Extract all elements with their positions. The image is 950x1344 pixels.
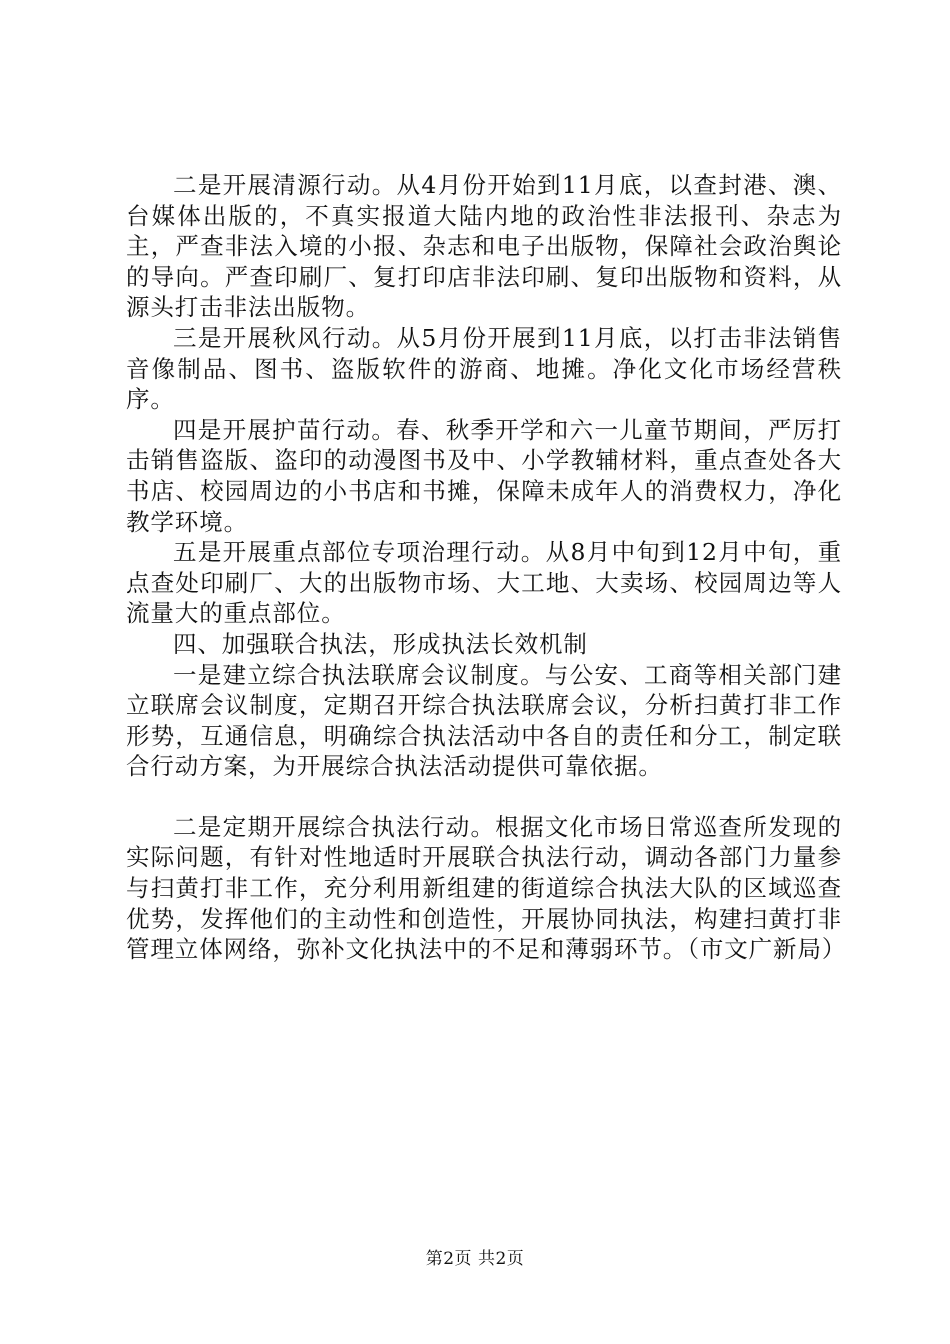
paragraph-periodic-joint-enforcement: 二是定期开展综合执法行动。根据文化市场日常巡查所发现的实际问题，有针对性地适时开展联合执法行动，调动各部门力量参与扫黄打非工作，充分利用新组建的街道综合执法大队的区域巡查优势，发挥他们的主动性和创造性，开展协同执法，构建扫黄打非管理立体网络，弥补文化执法中的不足和薄弱环节。（市文广新局）	[126, 812, 847, 964]
paragraph-qingyuan-action: 二是开展清源行动。从4月份开始到11月底，以查封港、澳、台媒体出版的，不真实报道大陆内地的政治性非法报刊、杂志为主，严查非法入境的小报、杂志和电子出版物，保障社会政治舆论的导向。严查印刷厂、复打印店非法印刷、复印出版物和资料，从源头打击非法出版物。	[126, 171, 842, 322]
paragraph-humiao-action: 四是开展护苗行动。春、秋季开学和六一儿童节期间，严厉打击销售盗版、盗印的动漫图书及中、小学教辅材料，重点查处各大书店、校园周边的小书店和书摊，保障未成年人的消费权力，净化教学环境。	[126, 415, 842, 536]
paragraph-key-sites-action: 五是开展重点部位专项治理行动。从8月中旬到12月中旬，重点查处印刷厂、大的出版物市场、大工地、大卖场、校园周边等人流量大的重点部位。	[126, 538, 842, 628]
page-number-footer: 第2页 共2页	[425, 1249, 525, 1269]
paragraph-joint-meeting-system: 一是建立综合执法联席会议制度。与公安、工商等相关部门建立联席会议制度，定期召开综合执法联席会议，分析扫黄打非工作形势，互通信息，明确综合执法活动中各自的责任和分工，制定联合行动方案，为开展综合执法活动提供可靠依据。	[126, 660, 842, 781]
section-heading-joint-enforcement: 四、加强联合执法，形成执法长效机制	[173, 629, 588, 658]
document-body	[126, 170, 847, 965]
paragraph-qiufeng-action: 三是开展秋风行动。从5月份开展到11月底，以打击非法销售音像制品、图书、盗版软件的游商、地摊。净化文化市场经营秩序。	[126, 323, 842, 414]
